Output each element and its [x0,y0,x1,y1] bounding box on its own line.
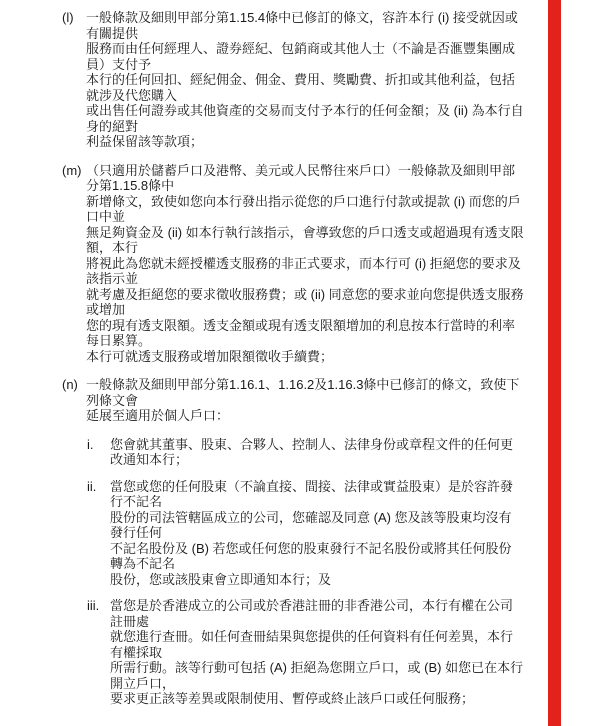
red-side-bar [548,0,561,726]
text-line: 將視此為您就未經授權透支服務的非正式要求，而本行可 (i) 拒絕您的要求及該指示並 [86,255,521,286]
text-line: 要求更正該等差異或限制使用、暫停或終止該戶口或任何服務； [110,691,475,706]
text-line: 一般條款及細則甲部分第1.15.4條中已修訂的條文，容許本行 (i) 接受就因或有關提供 [86,10,518,41]
text-line: 股份的司法管轄區成立的公司，您確認及同意 (A) 您及該等股東均沒有發行任何 [110,509,512,540]
text-line: 當您是於香港成立的公司或於香港註冊的非香港公司，本行有權在公司註冊處 [110,598,514,629]
text-line: 股份，您或該股東會立即通知本行；及 [110,571,332,587]
subitem-list [87,437,524,707]
text-line: 無足夠資金及 (ii) 如本行執行該指示，會導致您的戶口透支或超過現有透支限額，本行 [86,224,524,255]
subitem-body [110,479,524,588]
clause-body [86,10,524,150]
subitem-ii [87,479,524,588]
subitem-body [110,598,524,707]
text-line: 不記名股份及 (B) 若您或任何您的股東發行不記名股份或將其任何股份轉為不記名 [110,540,512,571]
subitem-body [110,437,524,468]
text-line: 就您進行查冊。如任何查冊結果與您提供的任何資料有任何差異，本行有權採取 [110,629,514,660]
clause-body [86,377,524,424]
text-line: 新增條文，致使如您向本行發出指示從您的戶口進行付款或提款 (i) 而您的戶口中並 [86,193,521,224]
subitem-i [87,437,524,468]
text-line: 您會就其董事、股東、合夥人、控制人、法律身份或章程文件的任何更改通知本行； [110,436,514,467]
text-line: 本行可就透支服務或增加限額徵收手續費； [86,348,334,364]
text-line: 本行的任何回扣、經紀佣金、佣金、費用、獎勵費、折扣或其他利益，包括就涉及代您購入 [86,72,516,103]
clause-label: (n) [62,377,78,392]
text-line: 延展至適用於個人戶口： [86,408,230,423]
clause-body [86,163,524,365]
text-line: 一般條款及細則甲部分第1.16.1、1.16.2及1.16.3條中已修訂的條文，致使下列條文會 [86,377,520,408]
clause-label: (l) [62,10,74,25]
clause-m [62,163,524,365]
clause-label: (m) [62,162,82,178]
text-line: 利益保留該等款項； [86,134,204,149]
text-line: 所需行動。該等行動可包括 (A) 拒絕為您開立戶口，或 (B) 如您已在本行開立戶口， [110,660,524,691]
subitem-label: ii. [87,478,97,494]
text-line: 或出售任何證券或其他資產的交易而支付予本行的任何金額；及 (ii) 為本行自身的絕對 [86,103,524,134]
text-line: 就考慮及拒絕您的要求徵收服務費；或 (ii) 同意您的要求並向您提供透支服務或增加 [86,286,524,317]
subitem-label: iii. [87,598,100,613]
text-line: 您的現有透支限額。透支金額或現有透支限額增加的利息按本行當時的利率每日累算。 [86,317,516,348]
text-line: 服務而由任何經理人、證券經紀、包銷商或其他人士（不論是否滙豐集團成員）支付予 [86,41,516,72]
subitem-iii [87,598,524,707]
subitem-label: i. [87,436,94,452]
clause-l [62,10,524,150]
text-line: （只適用於儲蓄戶口及港幣、美元或人民幣往來戶口）一般條款及細則甲部分第1.15.8條中 [86,162,516,193]
clause-n [62,377,524,424]
text-line: 當您或您的任何股東（不論直接、間接、法律或實益股東）是於容許發行不記名 [110,478,514,509]
